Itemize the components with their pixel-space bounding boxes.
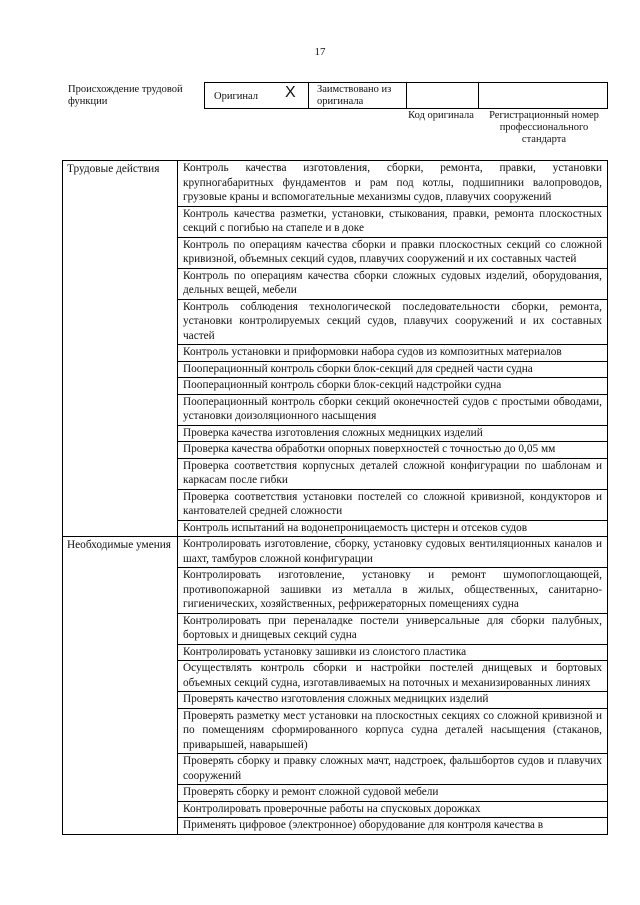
table-cell-item: Контроль установки и приформовки набора судов из композитных материалов <box>178 345 608 362</box>
original-mark: X <box>285 84 296 101</box>
table-row <box>63 161 608 207</box>
original-cell <box>205 83 309 108</box>
table-cell-item: Контроль по операциям качества сборки сложных судовых изделий, оборудования, дельных вещей, мебели <box>178 268 608 299</box>
code-cell <box>407 83 479 108</box>
page-number: 17 <box>314 46 326 58</box>
table-cell-item: Контроль качества изготовления, сборки, ремонта, правки, установки крупногабаритных фундаментов и рам под котлы, подшипники валопроводов, грузовые краны и вспомогательные механизмы судов, плавучих сооружений <box>178 161 608 207</box>
table-cell-item: Проверять разметку мест установки на плоскостных секциях со сложной кривизной и по помещениям сформированного корпуса судна деталей насыщения (стаканов, приварышей, наварышей) <box>178 708 608 754</box>
section-title: Трудовые действия <box>63 161 178 537</box>
table-cell-item: Пооперационный контроль сборки блок-секций надстройки судна <box>178 378 608 395</box>
table-cell-item: Пооперационный контроль сборки блок-секций для средней части судна <box>178 361 608 378</box>
original-label: Оригинал <box>214 91 258 102</box>
registration-cell <box>479 83 609 108</box>
table-cell-item: Проверять сборку и правку сложных мачт, надстроек, фальшбортов судов и плавучих сооружений <box>178 754 608 785</box>
code-label: Код оригинала <box>408 110 474 121</box>
table-cell-item: Проверка соответствия установки постелей со сложной кривизной, кондукторов и кантователей средней сложности <box>178 489 608 520</box>
table-cell-item: Проверять сборку и ремонт сложной судовой мебели <box>178 785 608 802</box>
table-cell-item: Проверка соответствия корпусных деталей сложной конфигурации по шаблонам и каркасам после гибки <box>178 458 608 489</box>
origin-grid <box>204 82 608 109</box>
borrowed-label: Заимствовано из оригинала <box>317 84 392 107</box>
table-cell-item: Осуществлять контроль сборки и настройки постелей днищевых и бортовых объемных секций судна, изготавливаемых на поточных и механизированных линиях <box>178 661 608 692</box>
table-cell-item: Контролировать установку зашивки из слоистого пластика <box>178 644 608 661</box>
origin-label: Происхождение трудовой функции <box>68 84 183 107</box>
table-cell-item: Пооперационный контроль сборки секций оконечностей судов с простыми обводами, установки доизоляционного насыщения <box>178 394 608 425</box>
registration-label: Регистрационный номер профессионального стандарта <box>489 110 599 145</box>
table-cell-item: Контроль испытаний на водонепроницаемость цистерн и отсеков судов <box>178 520 608 537</box>
table-cell-item: Проверка качества обработки опорных поверхностей с точностью до 0,05 мм <box>178 442 608 459</box>
borrowed-cell <box>309 83 407 108</box>
table-row <box>63 537 608 568</box>
table-cell-item: Контроль по операциям качества сборки и правки плоскостных секций со сложной кривизной, объемных секций судов, плавучих сооружений и их составных частей <box>178 237 608 268</box>
table-cell-item: Контроль качества разметки, установки, стыкования, правки, ремонта плоскостных секций с погибью на стапеле и в доке <box>178 206 608 237</box>
table-cell-item: Контролировать изготовление, установку и ремонт шумопоглощающей, противопожарной зашивки из металла в жилых, общественных, санитарно-гигиенических, хозяйственных, рефрижераторных помещениях судна <box>178 568 608 614</box>
functions-table <box>62 160 608 835</box>
table-cell-item: Проверка качества изготовления сложных медницких изделий <box>178 425 608 442</box>
table-cell-item: Контролировать при переналадке постели универсальные для сборки палубных, бортовых и днищевых секций судна <box>178 613 608 644</box>
table-cell-item: Проверять качество изготовления сложных медницких изделий <box>178 692 608 709</box>
section-title: Необходимые умения <box>63 537 178 835</box>
table-cell-item: Контролировать проверочные работы на спусковых дорожках <box>178 801 608 818</box>
table-cell-item: Контролировать изготовление, сборку, установку судовых вентиляционных каналов и шахт, тамбуров сложной конфигурации <box>178 537 608 568</box>
table-cell-item: Применять цифровое (электронное) оборудование для контроля качества в <box>178 818 608 835</box>
table-cell-item: Контроль соблюдения технологической последовательности сборки, ремонта, установки контролируемых секций судов, плавучих сооружений и их составных частей <box>178 299 608 345</box>
